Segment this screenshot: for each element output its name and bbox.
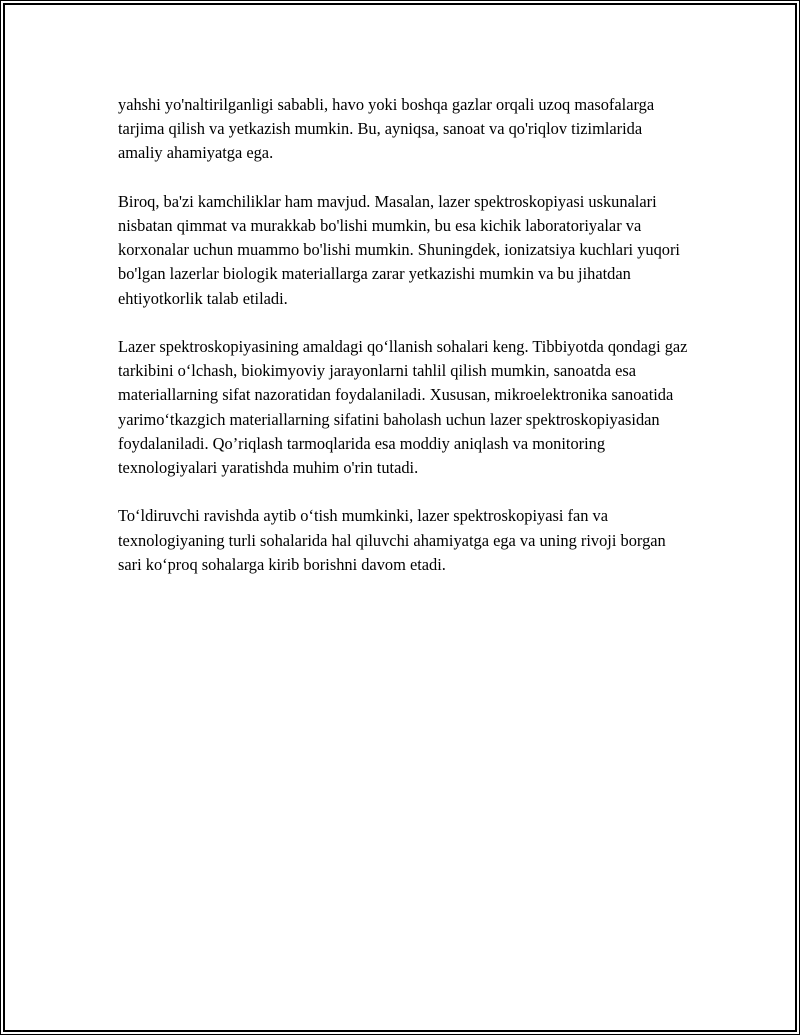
paragraph-4: To‘ldiruvchi ravishda aytib o‘tish mumkinki, lazer spektroskopiyasi fan va texnologiyaning turli sohalarida hal qiluvchi ahamiyatga ega va uning rivoji borgan sari ko‘proq sohalarga kirib borishni davom etadi. <box>118 506 666 574</box>
paragraph-2: Biroq, ba'zi kamchiliklar ham mavjud. Masalan, lazer spektroskopiyasi uskunalari nisbatan qimmat va murakkab bo'lishi mumkin, bu esa kichik laboratoriyalar va korxonalar uchun muammo bo'lishi mumkin. Shuningdek, ionizatsiya kuchlari yuqori bo'lgan lazerlar biologik materiallarga zarar yetkazishi mumkin va bu jihatdan ehtiyotkorlik talab etiladi. <box>118 191 680 308</box>
document-body <box>118 93 690 601</box>
paragraph-1: yahshi yo'naltirilganligi sababli, havo yoki boshqa gazlar orqali uzoq masofalarga tarjima qilish va yetkazish mumkin. Bu, ayniqsa, sanoat va qo'riqlov tizimlarida amaliy ahamiyatga ega. <box>118 95 655 163</box>
paragraph-3: Lazer spektroskopiyasining amaldagi qo‘llanish sohalari keng. Tibbiyotda qondagi gaz tarkibini o‘lchash, biokimyoviy jarayonlarni tahlil qilish mumkin, sanoatda esa materiallarning sifat nazoratidan foydalaniladi. Xususan, mikroelektronika sanoatida yarimo‘tkazgich materiallarning sifatini baholash uchun lazer spektroskopiyasidan foydalaniladi. Qo’riqlash tarmoqlarida esa moddiy aniqlash va monitoring texnologiyalari yaratishda muhim o'rin tutadi. <box>118 337 688 478</box>
